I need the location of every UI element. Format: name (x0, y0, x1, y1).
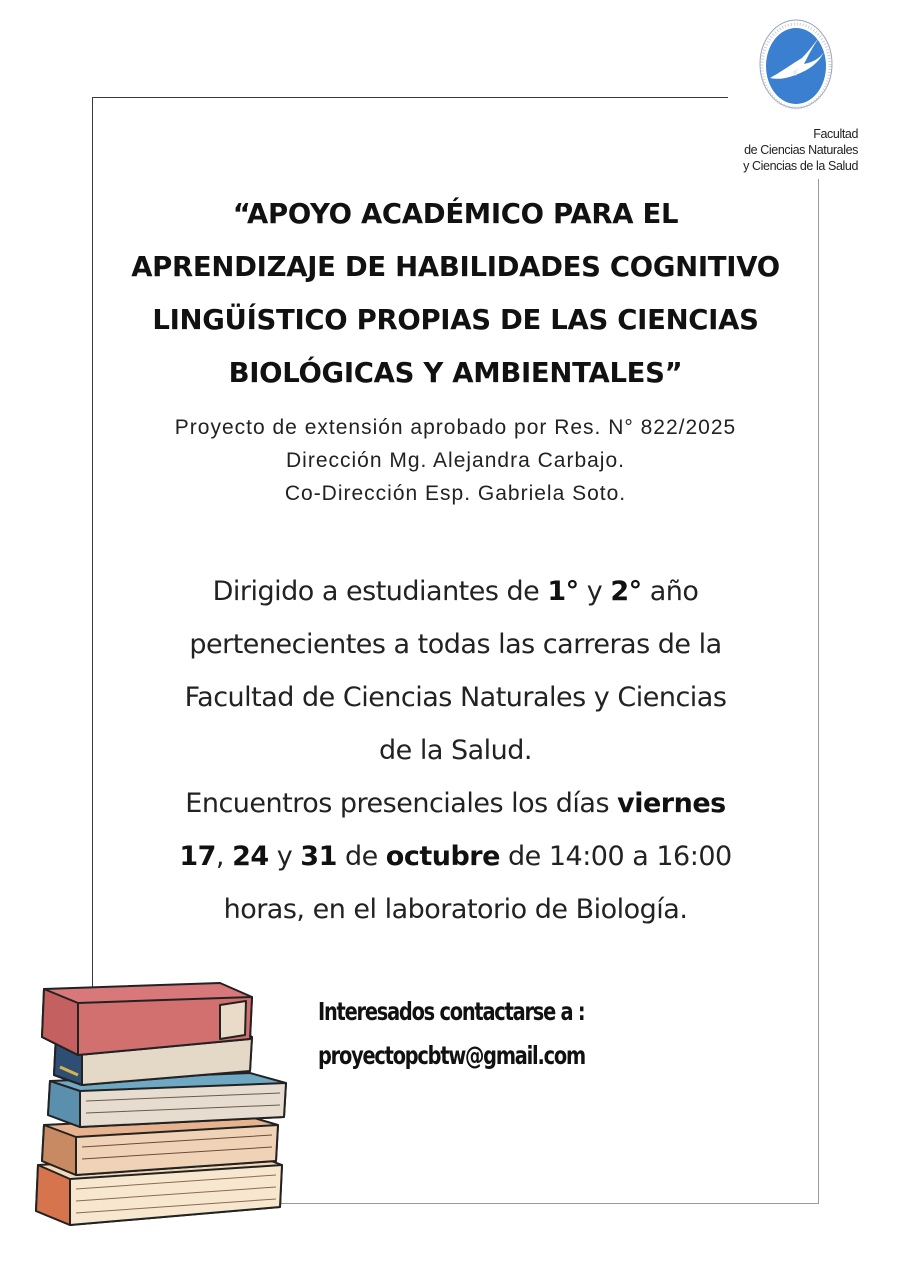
direction-line: Dirección Mg. Alejandra Carbajo. (286, 449, 625, 472)
logo-line-3: y Ciencias de la Salud (743, 159, 858, 173)
body-line-2: pertenecientes a todas las carreras de la (189, 629, 722, 660)
contact-label: Interesados contactarse a : (318, 997, 585, 1026)
title-line-4: BIOLÓGICAS Y AMBIENTALES” (228, 357, 683, 389)
title-line-2: APRENDIZAJE DE HABILIDADES COGNITIVO (131, 251, 780, 283)
contact-block (318, 990, 679, 1078)
project-title (92, 188, 819, 400)
body-line-6: 17, 24 y 31 de octubre de 14:00 a 16:00 (179, 841, 732, 872)
title-line-3: LINGÜÍSTICO PROPIAS DE LAS CIENCIAS (152, 304, 759, 336)
title-line-1: “APOYO ACADÉMICO PARA EL (232, 198, 679, 230)
stack-of-books-icon (30, 975, 295, 1244)
body-line-7: horas, en el laboratorio de Biología. (223, 894, 688, 925)
body-line-3: Facultad de Ciencias Naturales y Ciencias (184, 682, 727, 713)
body-line-1: Dirigido a estudiantes de 1° y 2° año (212, 576, 699, 607)
page-frame-top (92, 97, 728, 98)
body-line-4: de la Salud. (379, 735, 532, 766)
body-line-5: Encuentros presenciales los días viernes (185, 788, 726, 819)
logo-line-1: Facultad (813, 127, 858, 141)
faculty-seal-icon (758, 18, 838, 123)
faculty-logo (728, 14, 868, 179)
logo-line-2: de Ciencias Naturales (744, 143, 858, 157)
announcement-body (92, 565, 819, 936)
project-details (92, 411, 819, 510)
resolution-line: Proyecto de extensión aprobado por Res. N° 822/2025 (174, 416, 737, 439)
contact-email[interactable]: proyectopcbtw@gmail.com (318, 1041, 585, 1070)
co-direction-line: Co-Dirección Esp. Gabriela Soto. (284, 482, 627, 505)
